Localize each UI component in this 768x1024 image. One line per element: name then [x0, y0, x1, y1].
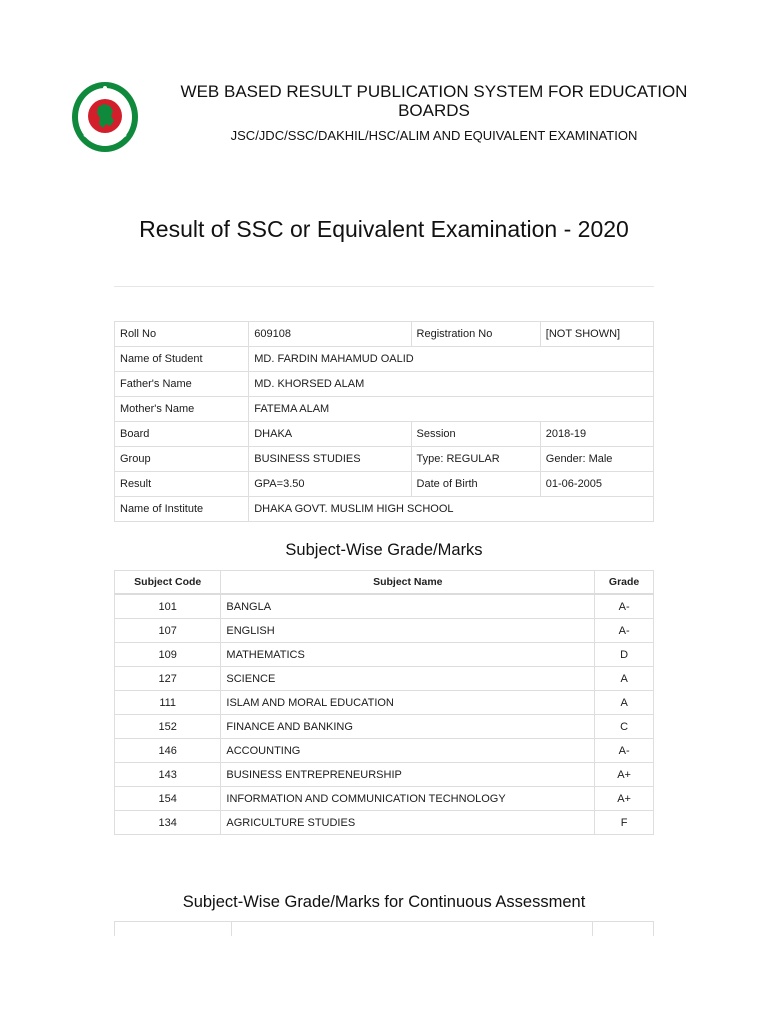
table-row — [115, 787, 654, 811]
subject-code: 111 — [115, 691, 221, 715]
seal-badge-text: 50 — [101, 140, 109, 147]
table-row — [115, 715, 654, 739]
subject-grade: A- — [595, 739, 654, 763]
grades-heading: Subject-Wise Grade/Marks — [285, 541, 483, 559]
subject-grade: F — [595, 811, 654, 835]
dob-label: Date of Birth — [411, 472, 540, 497]
table-row — [115, 739, 654, 763]
subject-code: 109 — [115, 643, 221, 667]
column-header-subject-code: Subject Code — [115, 571, 221, 595]
subject-name: ENGLISH — [221, 619, 595, 643]
info-row-institute — [115, 497, 654, 522]
mother-name-value: FATEMA ALAM — [249, 397, 654, 422]
result-value: GPA=3.50 — [249, 472, 411, 497]
registration-no-label: Registration No — [411, 322, 540, 347]
subject-grade: A — [595, 667, 654, 691]
continuous-assessment-table — [114, 921, 654, 936]
seal-svg — [70, 80, 140, 154]
subject-name: MATHEMATICS — [221, 643, 595, 667]
ca-table-border — [592, 922, 593, 936]
subject-grade: A+ — [595, 763, 654, 787]
column-header-grade: Grade — [595, 571, 654, 595]
subject-code: 154 — [115, 787, 221, 811]
subject-name: BANGLA — [221, 594, 595, 619]
seal-star — [103, 86, 107, 90]
bangladesh-government-seal-icon — [70, 80, 140, 154]
subject-code: 101 — [115, 594, 221, 619]
subject-grade: A- — [595, 619, 654, 643]
session-label: Session — [411, 422, 540, 447]
subject-name: ACCOUNTING — [221, 739, 595, 763]
info-row-group — [115, 447, 654, 472]
table-row — [115, 594, 654, 619]
student-name-value: MD. FARDIN MAHAMUD OALID — [249, 347, 654, 372]
subject-name: AGRICULTURE STUDIES — [221, 811, 595, 835]
mother-name-label: Mother's Name — [115, 397, 249, 422]
info-row-result — [115, 472, 654, 497]
board-value: DHAKA — [249, 422, 411, 447]
column-header-subject-name: Subject Name — [221, 571, 595, 595]
site-title: WEB BASED RESULT PUBLICATION SYSTEM FOR EDUCATION BOARDS — [180, 82, 688, 120]
subject-grade: D — [595, 643, 654, 667]
info-row-mother — [115, 397, 654, 422]
institute-value: DHAKA GOVT. MUSLIM HIGH SCHOOL — [249, 497, 654, 522]
subject-code: 127 — [115, 667, 221, 691]
ca-table-border — [653, 922, 654, 936]
result-title: Result of SSC or Equivalent Examination - 2020 — [139, 216, 629, 242]
subject-name: FINANCE AND BANKING — [221, 715, 595, 739]
student-name-label: Name of Student — [115, 347, 249, 372]
result-label: Result — [115, 472, 249, 497]
group-value: BUSINESS STUDIES — [249, 447, 411, 472]
site-subtitle: JSC/JDC/SSC/DAKHIL/HSC/ALIM AND EQUIVALENT EXAMINATION — [230, 128, 638, 143]
subject-name: ISLAM AND MORAL EDUCATION — [221, 691, 595, 715]
subject-code: 152 — [115, 715, 221, 739]
table-row — [115, 811, 654, 835]
subject-name: SCIENCE — [221, 667, 595, 691]
subject-code: 143 — [115, 763, 221, 787]
group-label: Group — [115, 447, 249, 472]
table-row — [115, 619, 654, 643]
info-row-board — [115, 422, 654, 447]
board-label: Board — [115, 422, 249, 447]
father-name-value: MD. KHORSED ALAM — [249, 372, 654, 397]
subject-code: 107 — [115, 619, 221, 643]
subject-grade: A — [595, 691, 654, 715]
subject-code: 146 — [115, 739, 221, 763]
gender-value: Gender: Male — [540, 447, 653, 472]
institute-label: Name of Institute — [115, 497, 249, 522]
table-row — [115, 667, 654, 691]
grades-header-row — [115, 571, 654, 595]
info-row-roll — [115, 322, 654, 347]
grades-table — [114, 570, 654, 835]
table-row — [115, 691, 654, 715]
title-divider — [114, 286, 654, 287]
table-row — [115, 643, 654, 667]
subject-grade: A- — [595, 594, 654, 619]
roll-no-label: Roll No — [115, 322, 249, 347]
ca-table-border — [231, 922, 232, 936]
info-row-name — [115, 347, 654, 372]
info-row-father — [115, 372, 654, 397]
type-value: Type: REGULAR — [411, 447, 540, 472]
dob-value: 01-06-2005 — [540, 472, 653, 497]
subject-grade: A+ — [595, 787, 654, 811]
registration-no-value: [NOT SHOWN] — [540, 322, 653, 347]
student-info-table — [114, 321, 654, 522]
subject-name: INFORMATION AND COMMUNICATION TECHNOLOGY — [221, 787, 595, 811]
roll-no-value: 609108 — [249, 322, 411, 347]
table-row — [115, 763, 654, 787]
session-value: 2018-19 — [540, 422, 653, 447]
continuous-assessment-heading: Subject-Wise Grade/Marks for Continuous Assessment — [182, 893, 586, 911]
subject-name: BUSINESS ENTREPRENEURSHIP — [221, 763, 595, 787]
subject-code: 134 — [115, 811, 221, 835]
subject-grade: C — [595, 715, 654, 739]
ca-table-border — [114, 922, 115, 936]
father-name-label: Father's Name — [115, 372, 249, 397]
